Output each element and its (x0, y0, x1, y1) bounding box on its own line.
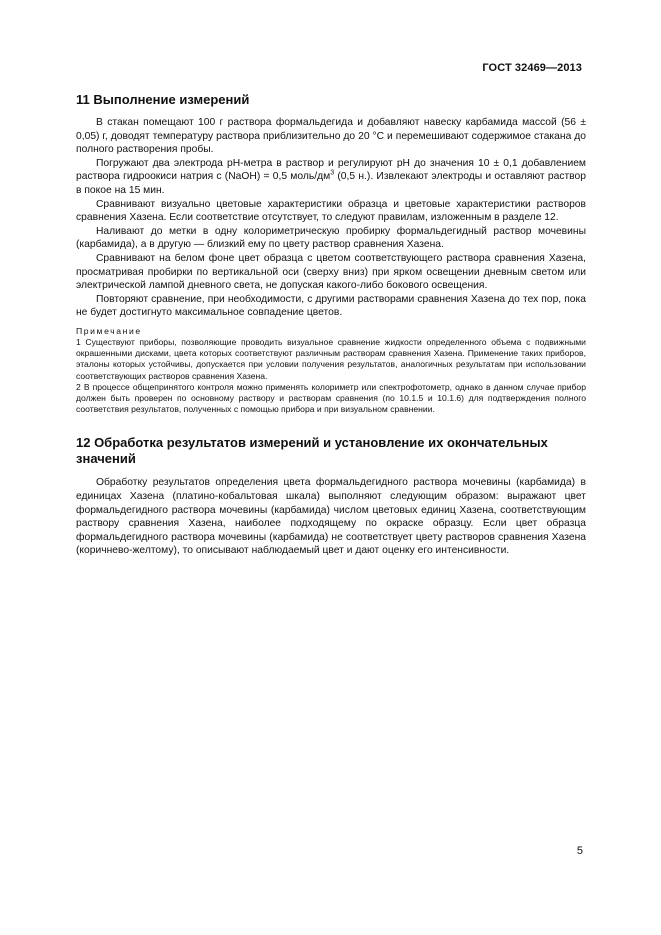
section-11-paragraph-5: Сравнивают на белом фоне цвет образца с цветом соответствующего раствора сравнения Хазена, просматривая пробирки по вертикальной оси (сверху вниз) при ярком освещении дневным светом или электрической лампой дневного света, не допуская какого-либо бокового освещения. (76, 252, 586, 292)
section-11-paragraph-3: Сравнивают визуально цветовые характеристики образца и цветовые характеристики растворов сравнения Хазена. Если соответствие отсутствует, то следуют правилам, изложенным в разделе 12. (76, 198, 586, 224)
section-11-paragraph-2-tail: (0,5 н.). Извлекают электроды и оставляют раствор в покое на 15 мин. (76, 171, 586, 196)
page-content (76, 92, 586, 558)
note-2: 2 В процессе общепринятого контроля можно применять колориметр или спектрофотометр, однако в данном случае прибор должен быть проверен по основному раствору и растворам сравнения (по 10.1.5 и 10.1.6) для подтверждения полного соответствия результатов, полученных с помощью прибора и при визуальном сравнении. (76, 381, 586, 415)
section-12-title: 12 Обработка результатов измерений и установление их окончательных значений (76, 435, 548, 467)
note-title: Примечание (76, 325, 142, 336)
section-11-title (76, 92, 586, 108)
section-11-paragraph-2-text: Погружают два электрода pH-метра в раствор и регулируют pH до значения 10 ± 0,1 добавлением раствора гидроокиси натрия c (NaOH) = 0,5 моль/дм (76, 157, 586, 183)
section-11-paragraph-1: В стакан помещают 100 г раствора формальдегида и добавляют навеску карбамида массой (56 ± 0,05) г, доводят температуру раствора приблизительно до 20 °С и перемешивают содержимое стакана до полного растворения пробы. (76, 117, 586, 156)
section-11-paragraph-2 (76, 157, 586, 198)
note-1: 1 Существуют приборы, позволяющие проводить визуальное сравнение жидкости определенного объема с подвижными окрашенными дисками, цвета которых соответствуют различным растворам сравнения Хазена. Применение таких приборов, эталоны которых устойчивы, допускается при условии получения результатов, аналогичных результатам при использовании соответствующих растворов сравнения Хазена. (76, 336, 586, 381)
unit-exponent: 3 (330, 169, 335, 177)
standard-code-header: ГОСТ 32469—2013 (482, 62, 582, 74)
section-11-paragraph-4: Наливают до метки в одну колориметрическую пробирку формальдегидный раствор мочевины (карбамида), а в другую — близкий ему по цвету раствор сравнения Хазена. (76, 225, 586, 251)
page-number: 5 (576, 845, 583, 857)
section-11-title-text: 11 Выполнение измерений (76, 92, 250, 107)
section-12-paragraph-1: Обработку результатов определения цвета формальдегидного раствора мочевины (карбамида) в единицах Хазена (платино-кобальтовая шкала) выполняют следующим образом: выражают цвет формальдегидного раствора мочевины (карбамида) числом цветовых единиц Хазена, соответствующим раствору сравнения Хазена, наиболее подходящему по окраске образцу. Если цвет образца формальдегидного раствора мочевины (карбамида) не соответствует цвету растворов сравнения Хазена (коричнево-желтому), то описывают наблюдаемый цвет и дают оценку его интенсивности. (76, 477, 586, 557)
section-11-paragraph-6: Повторяют сравнение, при необходимости, с другими растворами сравнения Хазена до тех пор, пока не будет достигнуто максимальное совпадение цветов. (76, 293, 586, 319)
